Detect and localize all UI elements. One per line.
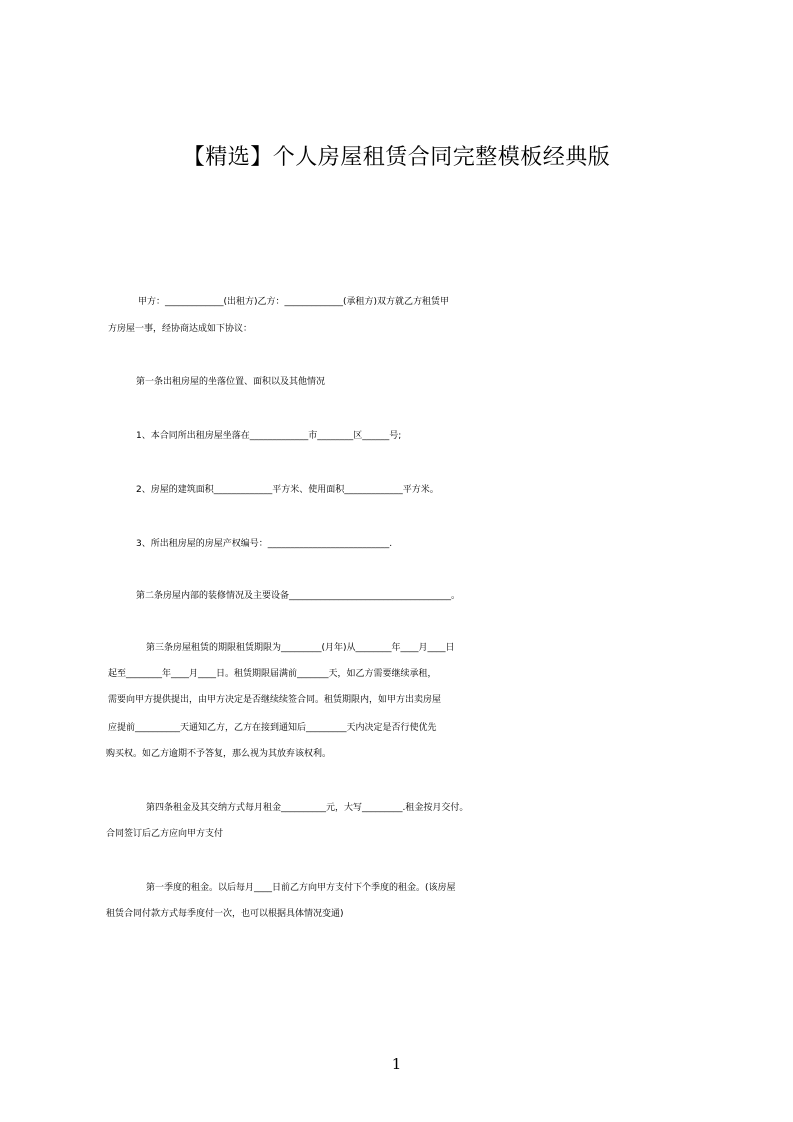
paragraph-line: 购买权。如乙方逾期不予答复，那么视为其放弃该权利。: [106, 749, 332, 759]
article-heading: 第二条房屋内部的装修情况及主要设备____________________________________。: [136, 591, 461, 601]
article-heading: 第一条出租房屋的坐落位置、面积以及其他情况: [136, 377, 326, 387]
paragraph-line: 第一季度的租金。以后每月____日前乙方向甲方支付下个季度的租金。(该房屋: [146, 883, 456, 893]
paragraph-line: 甲方：_____________(出租方)乙方：_____________(承租方)双方就乙方租赁甲: [138, 297, 450, 307]
paragraph-line: 起至________年____月____日。租赁期限届满前_______天，如乙方需要继续承租，: [108, 669, 437, 679]
paragraph-line: 合同签订后乙方应向甲方支付: [106, 829, 224, 839]
paragraph-line: 方房屋一事，经协商达成如下协议：: [108, 324, 253, 334]
page-number: 1: [391, 1055, 402, 1073]
paragraph-line: 需要向甲方提供提出，由甲方决定是否继续续签合同。租赁期限内，如甲方出卖房屋: [108, 695, 442, 705]
paragraph-line: 第三条房屋租赁的期限租赁期限为_________(月年)从________年____月____日: [146, 643, 455, 653]
paragraph-line: 3、所出租房屋的房屋产权编号：___________________________.: [136, 539, 393, 549]
paragraph-line: 租赁合同付款方式每季度付一次，也可以根据具体情况变通): [106, 909, 344, 919]
paragraph-line: 1、本合同所出租房屋坐落在_____________市________区______号;: [136, 431, 402, 441]
document-title: 【精选】个人房屋租赁合同完整模板经典版: [182, 145, 611, 170]
paragraph-line: 应提前__________天通知乙方，乙方在接到通知后_________天内决定是否行使优先: [108, 723, 437, 733]
paragraph-line: 第四条租金及其交纳方式每月租金__________元，大写_________.租金按月交付。: [146, 803, 469, 813]
paragraph-line: 2、房屋的建筑面积_____________平方米、使用面积_____________平方米。: [136, 485, 439, 495]
